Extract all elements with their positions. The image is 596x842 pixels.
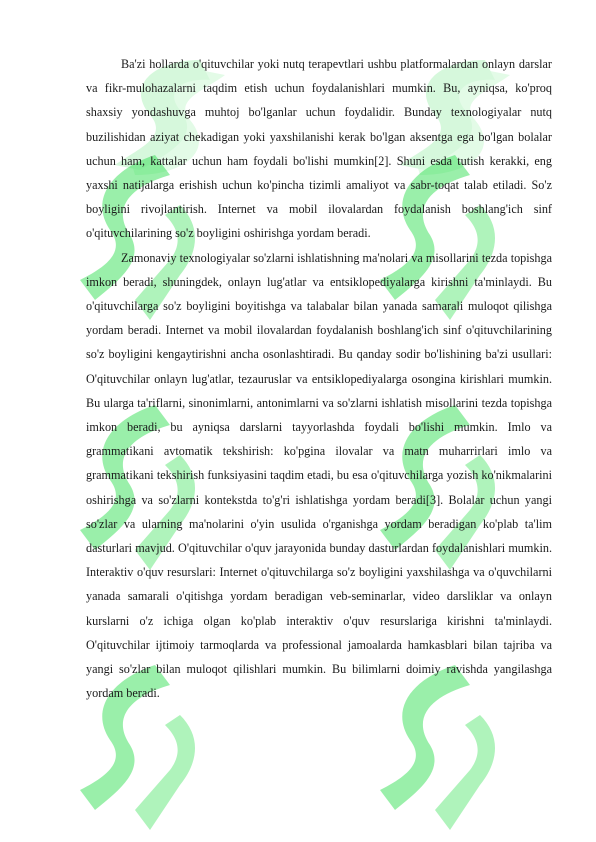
document-page <box>86 52 552 705</box>
paragraph-2: Zamonaviy texnologiyalar so'zlarni ishlatishning ma'nolari va misollarini tezda topishga imkon beradi, shuningdek, onlayn lug'atlar va entsiklopediyalarga kirishni ta'minlaydi. Bu o'qituvchilarga so'z boyligini boyitishga va talabalar bilan yanada samarali muloqot qilishga yordam beradi. Internet va mobil ilovalardan foydalanish boshlang'ich sinf o'qituvchilarining so'z boyligini kengaytirishni ancha osonlashtiradi. Bu qanday sodir bo'lishining ba'zi usullari: O'qituvchilar onlayn lug'atlar, tezauruslar va entsiklopediyalarga osongina kirishlari mumkin. Bu ularga ta'riflarni, sinonimlarni, antonimlarni va so'zlarni ishlatish misollarini tezda topishga imkon beradi, bu ayniqsa darslarni tayyorlashda foydali bo'lishi mumkin. Imlo va grammatikani avtomatik tekshirish: ko'pgina ilovalar va matn muharrirlari imlo va grammatikani tekshirish funksiyasini taqdim etadi, bu esa o'qituvchilarga yozish ko'nikmalarini oshirishga va so'zlarni kontekstda to'g'ri ishlatishga yordam beradi[3]. Bolalar uchun yangi so'zlar va ularning ma'nolarini o'yin usulida o'rganishga yordam beradigan ko'plab ta'lim dasturlari mavjud. O'qituvchilar o'quv jarayonida bunday dasturlardan foydalanishlari mumkin. Interaktiv o'quv resurslari: Internet o'qituvchilarga so'z boyligini yaxshilashga va o'quvchilarni yanada samarali o'qitishga yordam beradigan veb-seminarlar, video darsliklar va onlayn kurslarni o'z ichiga olgan ko'plab interaktiv o'quv resurslariga kirishni ta'minlaydi. O'qituvchilar ijtimoiy tarmoqlarda va professional jamoalarda hamkasblari bilan tajriba va yangi so'zlar bilan muloqot qilishlari mumkin. Bu bilimlarni doimiy ravishda yangilashga yordam beradi. <box>86 250 552 701</box>
paragraph-1: Ba'zi hollarda o'qituvchilar yoki nutq terapevtlari ushbu platformalardan onlayn darslar va fikr-mulohazalarni taqdim etish uchun foydalanishlari mumkin. Bu, ayniqsa, ko'proq shaxsiy yondashuvga muhtoj bo'lganlar uchun foydalidir. Bunday texnologiyalar nutq buzilishidan aziyat chekadigan yoki yaxshilanishi kerak bo'lgan aksentga ega bo'lgan bolalar uchun ham, kattalar uchun ham foydali bo'lishi mumkin[2]. Shuni esda tutish kerakki, eng yaxshi natijalarga erishish uchun ko'pincha tizimli amaliyot va sabr-toqat talab etiladi. So'z boyligini rivojlantirish. Internet va mobil ilovalardan foydalanish boshlang'ich sinf o'qituvchilarining so'z boyligini oshirishga yordam beradi. <box>86 57 552 241</box>
